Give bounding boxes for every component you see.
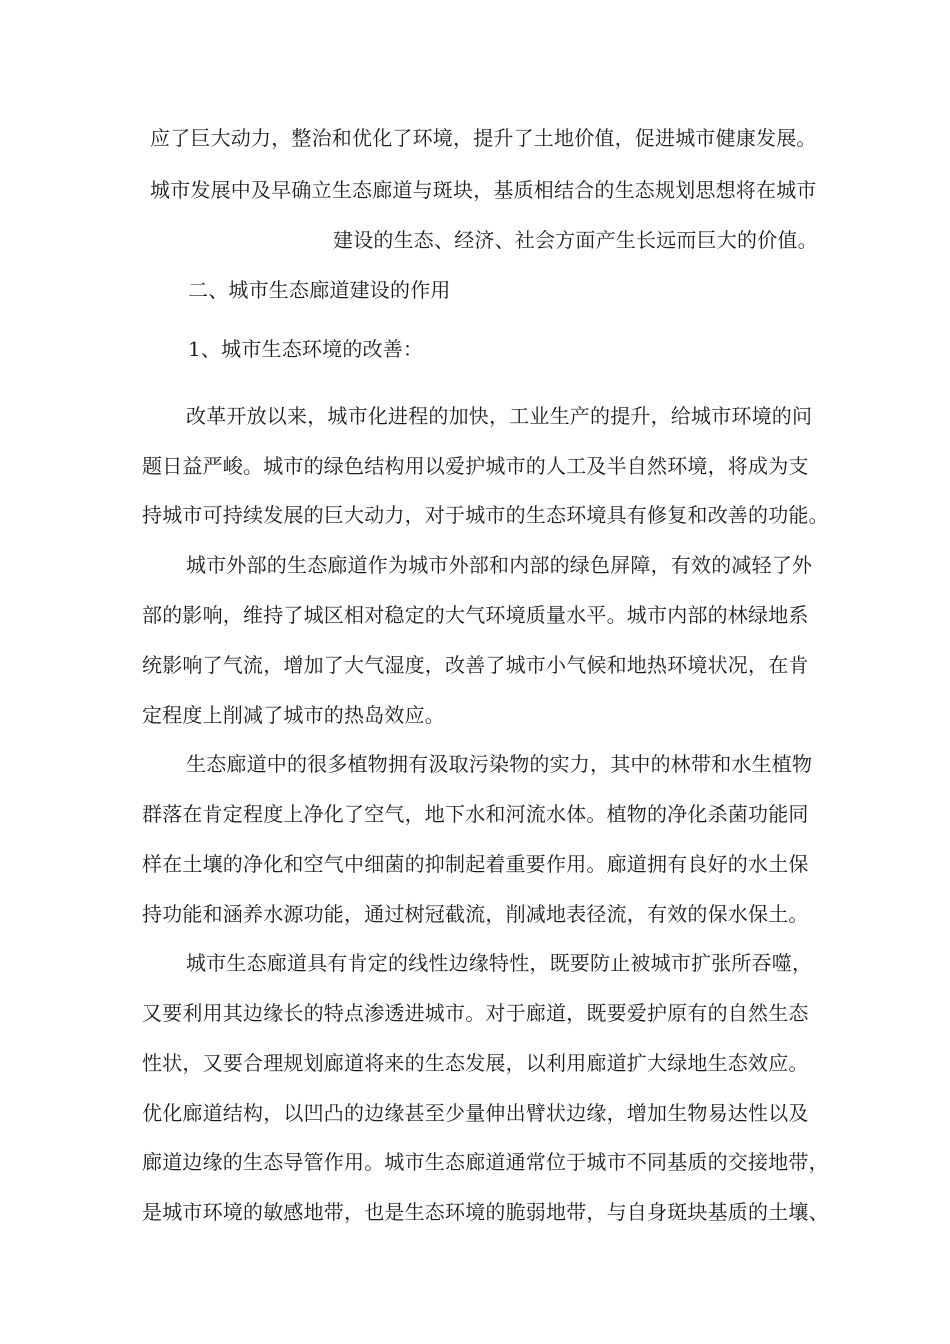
text-line: 优化廊道结构，以凹凸的边缘甚至少量伸出臂状边缘，增加生物易达性以及 [142,1101,809,1125]
text-line: 统影响了气流，增加了大气湿度，改善了城市小气候和地热环境状况，在肯 [142,653,809,677]
text-line: 样在土壤的净化和空气中细菌的抑制起着重要作用。廊道拥有良好的水土保 [142,852,809,876]
text-line: 定程度上削减了城市的热岛效应。 [142,703,445,727]
text-line: 持城市可持续发展的巨大动力，对于城市的生态环境具有修复和改善的功能。 [142,503,829,527]
text-line: 群落在肯定程度上净化了空气，地下水和河流水体。植物的净化杀菌功能同 [142,802,809,826]
text-line: 又要利用其边缘长的特点渗透进城市。对于廊道，既要爱护原有的自然生态 [142,1001,809,1025]
subsection-heading: 1、城市生态环境的改善： [188,337,424,361]
text-line: 是城市环境的敏感地带，也是生态环境的脆弱地带，与自身斑块基质的土壤、 [142,1200,829,1224]
section-heading: 二、城市生态廊道建设的作用 [188,278,451,302]
text-line: 生态廊道中的很多植物拥有汲取污染物的实力，其中的林带和水生植物 [186,752,813,776]
text-line: 城市外部的生态廊道作为城市外部和内部的绿色屏障，有效的减轻了外 [186,553,813,577]
text-line: 城市发展中及早确立生态廊道与斑块，基质相结合的生态规划思想将在城市 [150,178,817,202]
text-line: 性状，又要合理规划廊道将来的生态发展，以利用廊道扩大绿地生态效应。 [142,1051,809,1075]
text-line: 改革开放以来，城市化进程的加快，工业生产的提升，给城市环境的问 [186,404,813,428]
text-line: 持功能和涵养水源功能，通过树冠截流，削减地表径流，有效的保水保土。 [142,902,809,926]
text-line: 部的影响，维持了城区相对稳定的大气环境质量水平。城市内部的林绿地系 [142,603,809,627]
text-line: 廊道边缘的生态导管作用。城市生态廊道通常位于城市不同基质的交接地带， [142,1150,829,1174]
text-line: 建设的生态、经济、社会方面产生长远而巨大的价值。 [333,228,818,252]
text-line: 城市生态廊道具有肯定的线性边缘特性，既要防止被城市扩张所吞噬， [186,951,813,975]
text-line: 应了巨大动力，整治和优化了环境，提升了土地价值，促进城市健康发展。 [150,126,817,150]
text-line: 题日益严峻。城市的绿色结构用以爱护城市的人工及半自然环境，将成为支 [142,454,809,478]
